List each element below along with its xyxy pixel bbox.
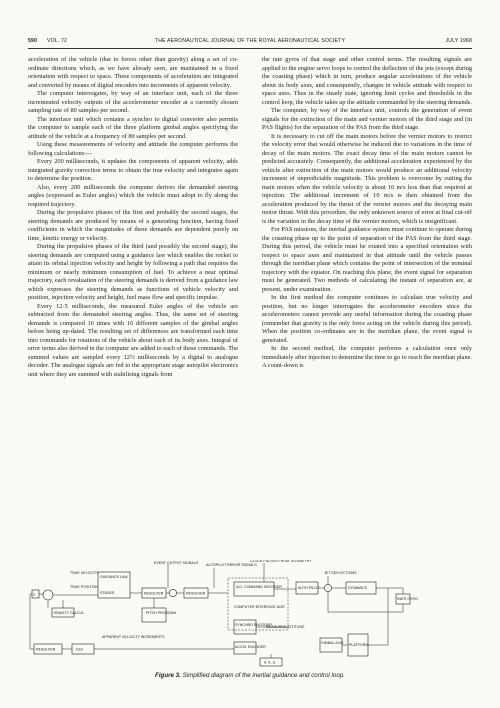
paragraph: Every 200 milliseconds, it updates the components of apparent velocity, adds integrated gravity correction terms to obtain the true velocity and integrates again to determine the position. [28,158,238,182]
paragraph: Using these measurements of velocity and attitude the computer performs the following calculations:— [28,141,238,157]
label-apparent-velocity: APPARENT VELOCITY INCREMENTS [102,635,165,639]
label-measured-attitude: MEASURED ATTITUDE [266,625,305,629]
running-header [28,38,472,47]
label-jet-deflections: JET DEFLECTIONS [324,571,357,575]
paragraph: During the propulsive phases of the third (and possibly the second stage), the steering demands are computed using a guidance law which enables the rocket to attain its orbital injection velocity and height by following a path that requires the minimum or nearly minimum consumption of fuel. To achieve a near optimal trajectory, each revaluation of the steering demands is derived from a guidance law which expresses the steering demands as functions of vehicle velocity and position, injection velocity and height, fuel mass flow and specific impulse. [28,243,238,301]
paragraph: During the propulsive phases of the first and probably the second stages, the steering demands are produced by means of a generating function, having fixed coefficients in which the magnitudes of these demands are dependent purely on time, kinetic energy or velocity. [28,209,238,242]
block-diagram [28,560,472,668]
diagram-svg [28,560,472,668]
label-computer-interface: COMPUTER INTERFACE UNIT [234,605,286,609]
paragraph: The interface unit which contains a synchro to digital converter also permits the computer to sample each of the three platform gimbal angles specifying the attitude of the vehicle at a frequency of 80 samples per second. [28,115,238,140]
label-sigma: Σ [33,593,36,597]
journal-title: THE AERONAUTICAL JOURNAL OF THE ROYAL AERONAUTICAL SOCIETY [154,38,346,44]
label-gimbal-axis: GIMBAL AXIS [321,641,344,645]
page-number: 590 [28,38,38,44]
label-ad-command: A.D. COMMAND DECODER [236,585,282,589]
figure-caption-text: Simplified diagram of the inertial guidance and control loop. [182,672,345,679]
summing-junction-2 [169,589,176,596]
paragraph: For PAS missions, the inertial guidance system must continue to operate during the coasting phase up to the point of separation of the PAS from the third stage. During this period, the vehicle must be rotated into a specified orientation with respect to space axes and maintained in that attitude until the vehicle passes through the meridian plane which contains the point of intersection of the nominal trajectory with the equator. On reaching this plane, the event signal for separation must be generated. Two methods of calculating the instant of separation are, at present, under examination. [262,226,472,293]
left-column [28,56,238,379]
paragraph: In the second method, the computer performs a calculation once only immediately after injection to determine the time to go to reach the meridian plane. A count-down is [262,345,472,369]
label-resolver-3: RESOLVER [36,647,56,652]
figure-caption-label: Figure 3. [155,672,181,679]
figure-caption [0,672,500,679]
label-auto-pilot: AUTO PILOT [298,586,320,590]
issue-date: JULY 1968 [445,38,472,44]
paragraph: The computer interrogates, by way of an interface unit, each of the three incremented velocity outputs of the accelerometer encoder at a currently chosen sampling rate of 80 samples per second. [28,90,238,114]
label-stages: STAGES [100,591,115,595]
label-pitch-program: PITCH PROGRAM [146,611,177,615]
summing-junction-3 [324,584,331,591]
label-rate-gyro: RATE GYRO [397,597,418,601]
signal-lines-bottom [30,588,388,658]
paragraph: Every 12·5 milliseconds, the measured Euler angles of the vehicle are subtracted from the demanded steering angles. Thus, the same set of steering demands is compared 16 times with 16 different samples of the gimbal angles before being up-dated. The resulting set of differences are transformed each time into commands for rotations of the vehicle about each of its body axes. Integral of error terms also derived in the computer are added to each of these commands. The summed values are sampled every 12½ milliseconds by a digital to analogue decoder. The analogue signals are fed to the appropriate stage autopilot electronics unit where they are summed with stabilising signals from [28,302,238,378]
header-rule [28,48,472,49]
paragraph: In the first method the computer continues to calculate true velocity and position, but no longer interrogates the accelerometer encoders since the accelerometers cannot provide any useful information during the coasting phase (remember that gravity is the only force acting on the vehicle during this period). When the position co-ordinates are in the meridian plane, the event signal is generated. [262,294,472,344]
volume-label: VOL. 72 [47,38,68,44]
label-synchro-encoder: SYNCHRO ENCODER [235,623,272,627]
label-autopilot-error: AUTOPILOT ERROR SIGNALS [206,563,257,567]
right-column [262,56,472,371]
label-gravity-calc: GRAVITY CALCUL. [53,611,86,615]
paragraph: the rate gyros of that stage and other control terms. The resulting signals are applied to the engine servo loops to control the deflection of the jets (except during the coasting phase) which in turn, produce angular accelerations of the vehicle about its body axes, and consequently, changes in vehicle attitude with respect to space axes. Thus in the steady state, ignoring limit cycles and thresholds in the control loop, the vehicle takes up the attitude commanded by the steering demands. [262,56,472,106]
paragraph: It is necessary to cut off the main motors before the vernier motors to restrict the velocity error that would otherwise be induced due to variations in the time of decay of the main motors. The exact decay time of the main motors cannot be predicted accurately. Consequently, the additional acceleration experienced by the vehicle after extinction of the main motors would produce an additional velocity increment of unpredictable magnitude. This problem is overcome by cutting the main motors when the vehicle velocity is about 10 m/s less than that required at injection. The additional increment of 10 m/s is then obtained from the acceleration produced by the thrust of the vernier motors and the decaying main motor thrust. With this procedure, the only unknown source of error at final cut-off is the variation in the decay time of the vernier motors, which is insignificant. [262,132,472,225]
summing-junction-1 [43,590,53,600]
label-clock-pulses: CLOCK PULSES FROM TELEMETRY [250,560,312,563]
label-true-position: TRUE POSITION [70,585,98,589]
label-true-velocity: TRUE VELOCITY [70,571,99,575]
label-guidance-law: GUIDANCE LAW [100,575,128,579]
paragraph: The computer, by way of the interface unit, controls the generation of event signals for the extinction of the main and vernier motors of the third stage and (in PAS flights) for the separation of the PAS from the third stage. [262,107,472,131]
label-event-output: EVENT OUTPUT SIGNALS [154,561,199,565]
label-accel-encoders: ACCEL ENCODER [235,645,266,649]
label-resolver-2: RESOLVER [186,591,206,596]
label-resolver-1: RESOLVER [144,591,164,596]
label-dynamics: DYNAMICS [348,586,367,590]
paragraph: acceleration of the vehicle (due to forces other than gravity) along a set of co-ordinate directions which, as we have already seen, are maintained in a fixed orientation with respect to space. These components of acceleration are integrated and converted by means of digital encoders into increments of apparent velocity. [28,56,238,89]
label-platform: PLATFORM [349,643,369,647]
label-accelerometers: A. E. U. [264,660,277,665]
paragraph: Also, every 200 milliseconds the computer derives the demanded steering angles (expressed as Euler angles) which the vehicle must adopt to fly along the required trajectory. [28,183,238,208]
label-delta-v: ΣΔV [76,647,84,652]
